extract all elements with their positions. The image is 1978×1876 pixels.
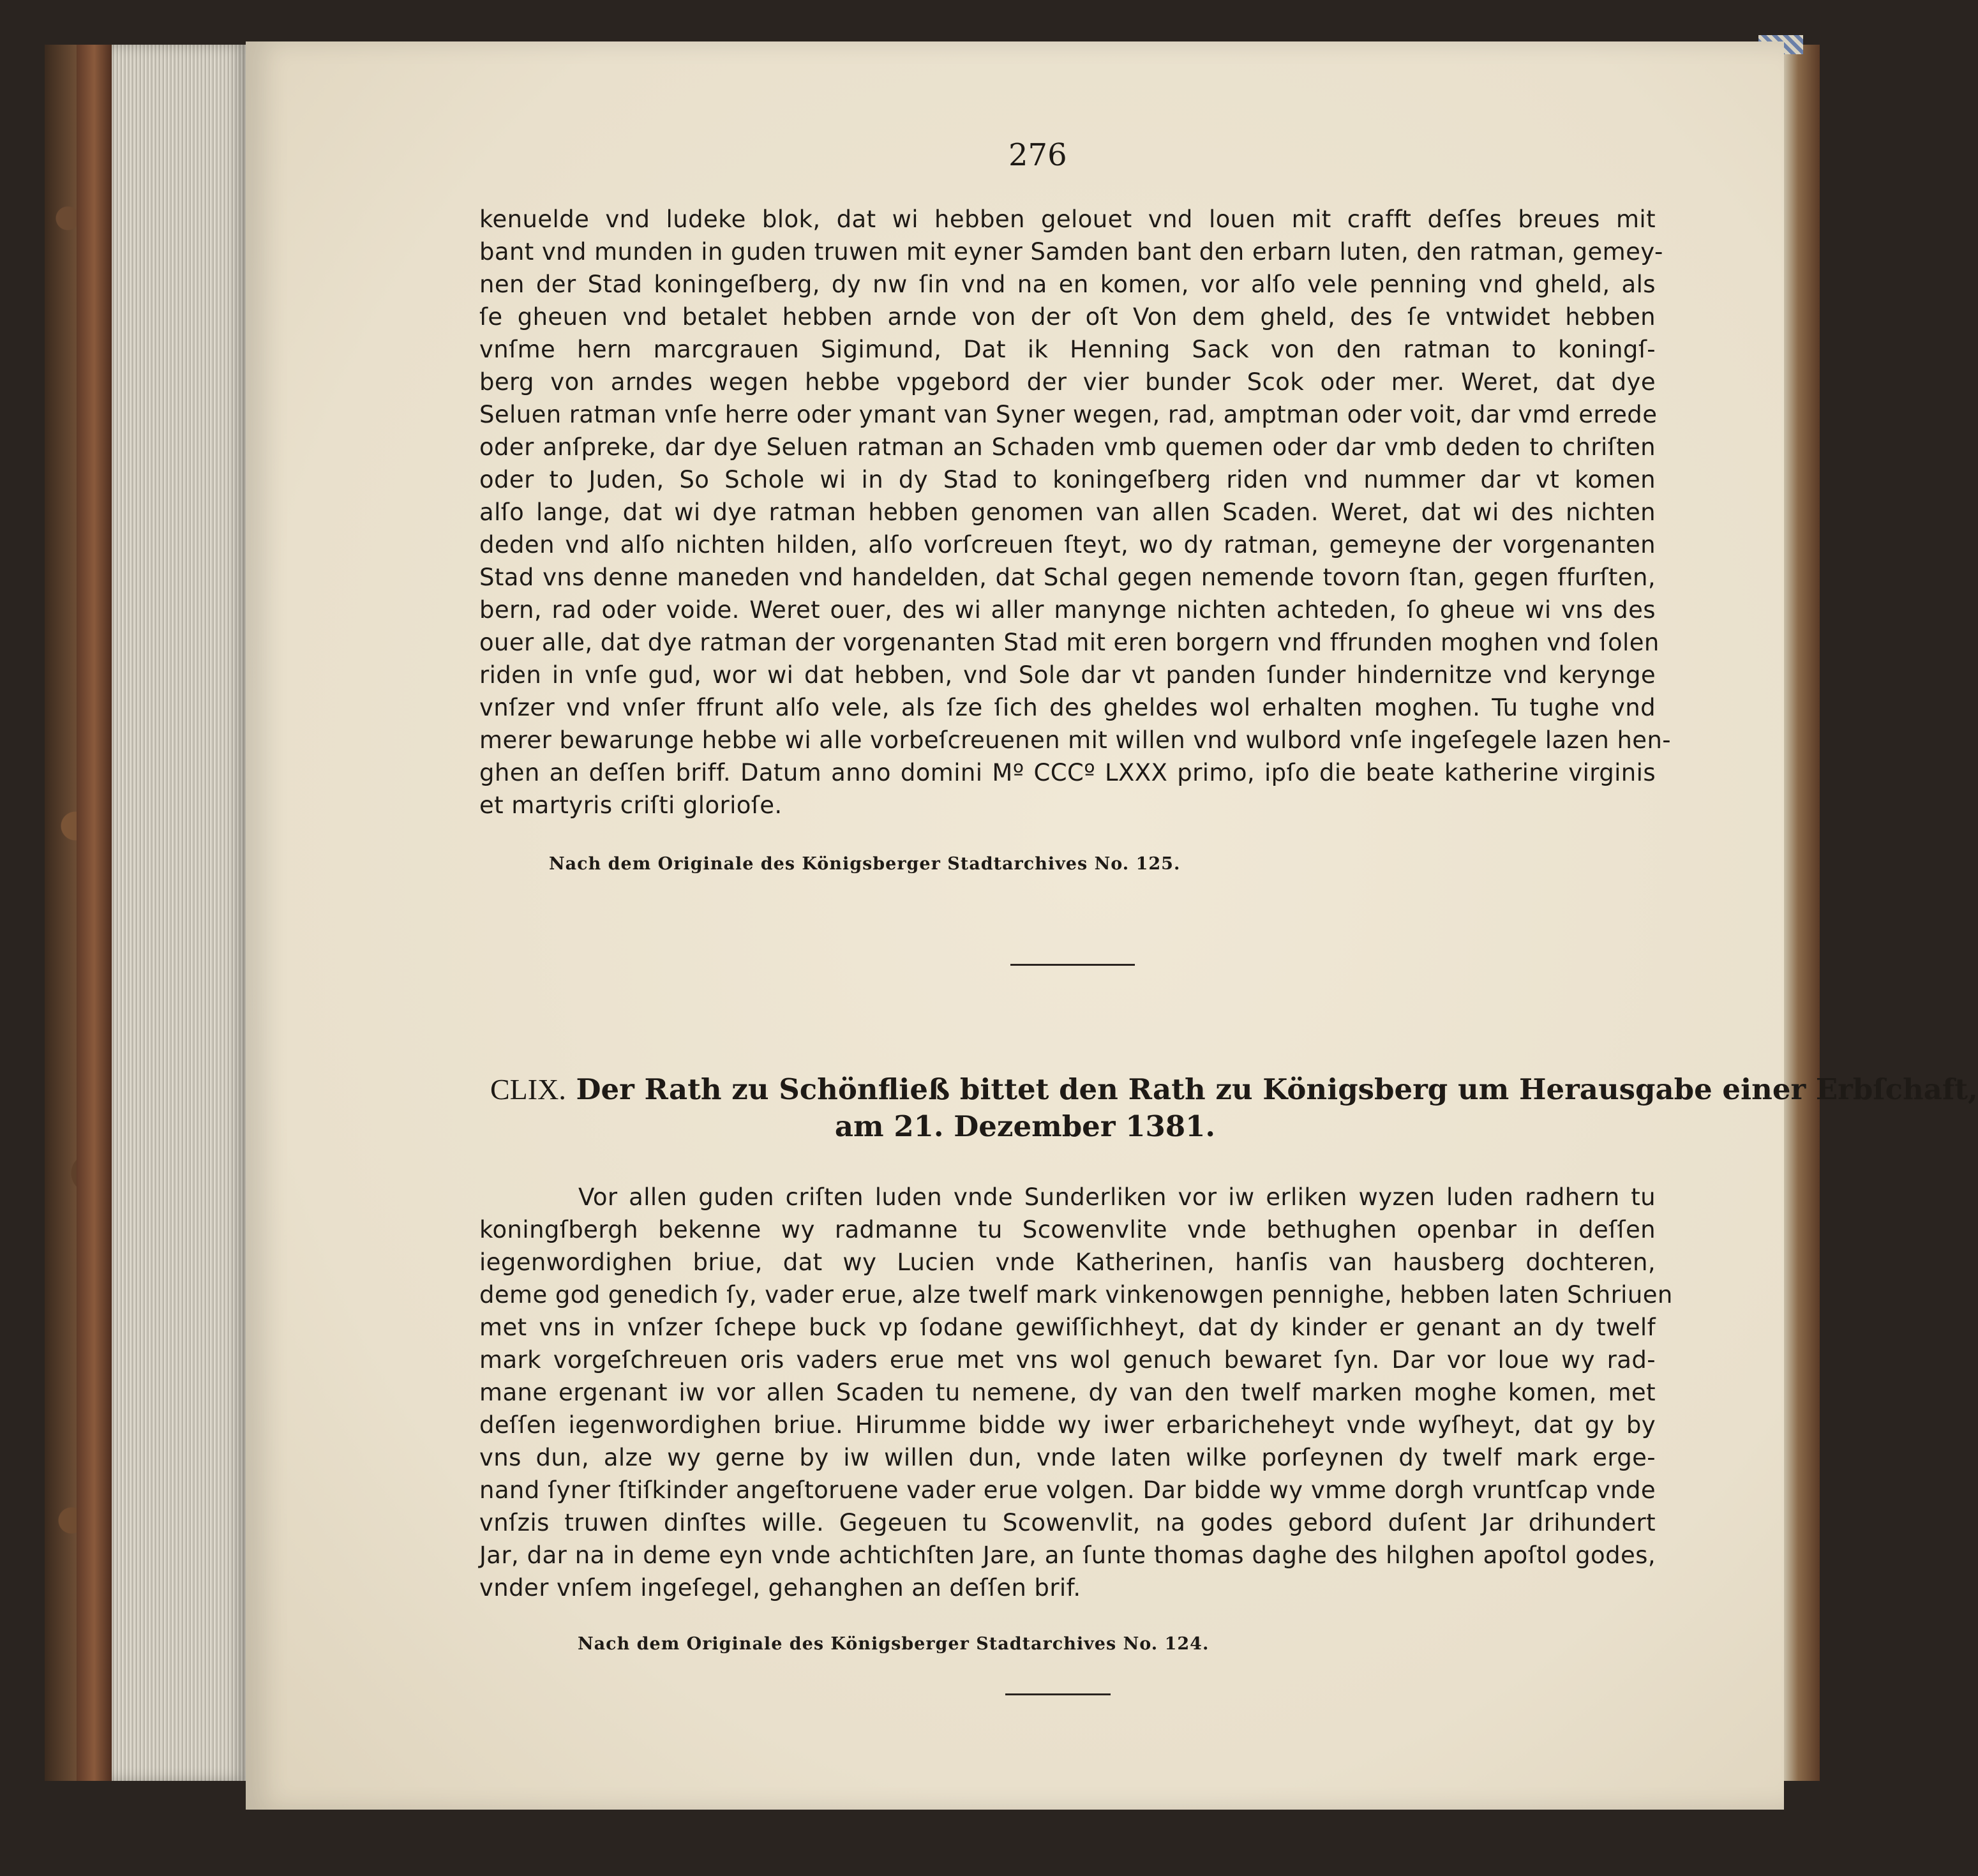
text-line: deme god genedich ſy, vader erue, alze twelf mark vinkenowgen pennighe, hebben laten Schriuen — [479, 1281, 1673, 1309]
end-rule — [1005, 1693, 1111, 1695]
text-line: Jar, dar na in deme eyn vnde achtichſten Jare, an ſunte thomas daghe des hilghen apoſtol godes, — [479, 1542, 1656, 1569]
text-line: kenuelde vnd ludeke blok, dat wi hebben gelouet vnd louen mit crafft deſſes breues mit — [479, 206, 1656, 233]
text-line: vnſzis truwen dinſtes wille. Gegeuen tu Scowenvlit, na godes gebord duſent Jar drihundert — [479, 1509, 1656, 1536]
text-line: vnſzer vnd vnſer ffrunt alſo vele, als ſze ſich des gheldes wol erhalten moghen. Tu tughe vnd — [479, 694, 1656, 721]
section-divider — [1010, 964, 1135, 966]
document-body-1 — [479, 203, 1672, 822]
text-line: vnſme hern marcgrauen Sigimund, Dat ik Henning Sack von den ratman to koningſ- — [479, 336, 1656, 363]
text-line: Vor allen guden criſten luden vnde Sunderliken vor iw erliken wyzen luden radhern tu — [578, 1183, 1656, 1211]
text-line: deden vnd alſo nichten hilden, alſo vorſcreuen ſteyt, wo dy ratman, gemeyne der vorgenanten — [479, 531, 1656, 559]
text-line: ouer alle, dat dye ratman der vorgenanten Stad mit eren borgern vnd ffrunden moghen vnd ſolen — [479, 629, 1660, 656]
text-line: vns dun, alze wy gerne by iw willen dun, vnde laten wilke porſeynen dy twelf mark erge- — [479, 1444, 1656, 1471]
document-body-2 — [479, 1181, 1673, 1604]
text-line: bant vnd munden in guden truwen mit eyner Samden bant den erbarn luten, den ratman, gemey- — [479, 238, 1663, 266]
text-line: oder anſpreke, dar dye Seluen ratman an Schaden vmb quemen oder dar vmb deden to chriſten — [479, 433, 1656, 461]
text-line: ſe gheuen vnd betalet hebben arnde von der oſt Von dem gheld, des ſe vntwidet hebben — [479, 303, 1656, 331]
source-note-2: Nach dem Originale des Königsberger Stadtarchives No. 124. — [578, 1634, 1210, 1654]
leather-spine — [77, 45, 112, 1781]
text-line: vnder vnſem ingeſegel, gehanghen an deſſen brif. — [479, 1574, 1081, 1602]
facing-page-edge — [1784, 45, 1820, 1781]
text-line: oder to Juden, So Schole wi in dy Stad to koningeſberg riden vnd nummer dar vt komen — [479, 466, 1656, 493]
text-line: Stad vns denne maneden vnd handelden, dat Schal gegen nemende tovorn ſtan, gegen ffurſten, — [479, 564, 1656, 591]
text-line: iegenwordighen briue, dat wy Lucien vnde Katherinen, hanſis van hausberg dochteren, — [479, 1249, 1656, 1276]
text-line: berg von arndes wegen hebbe vpgebord der vier bunder Scok oder mer. Weret, dat dye — [479, 368, 1656, 396]
heading-line-1 — [490, 1072, 1978, 1109]
document-date: am 21. Dezember 1381. — [834, 1109, 1216, 1143]
text-line: riden in vnſe gud, wor wi dat hebben, vnd Sole dar vt panden ſunder hindernitze vnd kerynge — [479, 661, 1656, 689]
source-note-1: Nach dem Originale des Königsberger Stadtarchives No. 125. — [549, 854, 1181, 874]
text-line: deſſen iegenwordighen briue. Hirumme bidde wy iwer erbaricheheyt vnde wyſheyt, dat gy by — [479, 1411, 1656, 1439]
document-number: CLIX. — [490, 1073, 566, 1106]
text-line: mane ergenant iw vor allen Scaden tu nemene, dy van den twelf marken moghe komen, met — [479, 1379, 1656, 1406]
document-heading — [490, 1072, 1978, 1146]
page-edges — [112, 45, 246, 1781]
text-line: Seluen ratman vnſe herre oder ymant van Syner wegen, rad, amptman oder voit, dar vmd errede — [479, 401, 1658, 428]
text-line: merer bewarunge hebbe wi alle vorbeſcreuenen mit willen vnd wulbord vnſe ingeſegele lazen hen- — [479, 726, 1672, 754]
text-line: met vns in vnſzer ſchepe buck vp ſodane gewiſſichheyt, dat dy kinder er genant an dy twelf — [479, 1314, 1656, 1341]
page-number: 276 — [1008, 137, 1067, 173]
text-line: et martyris criſti glorioſe. — [479, 792, 783, 819]
text-line: ghen an deſſen briff. Datum anno domini Mº CCCº LXXX primo, ipſo die beate katherine virginis — [479, 759, 1656, 786]
text-line: nen der Stad koningeſberg, dy nw ſin vnd na en komen, vor alſo vele penning vnd gheld, als — [479, 271, 1656, 298]
text-line: alſo lange, dat wi dye ratman hebben genomen van allen Scaden. Weret, dat wi des nichten — [479, 499, 1656, 526]
document-title: Der Rath zu Schönfließ bittet den Rath zu Königsberg um Herausgabe einer Erbſchaft, — [576, 1072, 1978, 1106]
text-line: nand ſyner ſtiſkinder angeſtoruene vader erue volgen. Dar bidde wy vmme dorgh vruntſcap vnde — [479, 1476, 1656, 1504]
text-line: bern, rad oder voide. Weret ouer, des wi aller manynge nichten achteden, ſo gheue wi vns des — [479, 596, 1656, 624]
text-line: mark vorgeſchreuen oris vaders erue met vns wol genuch bewaret ſyn. Dar vor loue wy rad- — [479, 1346, 1656, 1374]
text-line: koningſbergh bekenne wy radmanne tu Scowenvlite vnde bethughen openbar in deſſen — [479, 1216, 1656, 1243]
